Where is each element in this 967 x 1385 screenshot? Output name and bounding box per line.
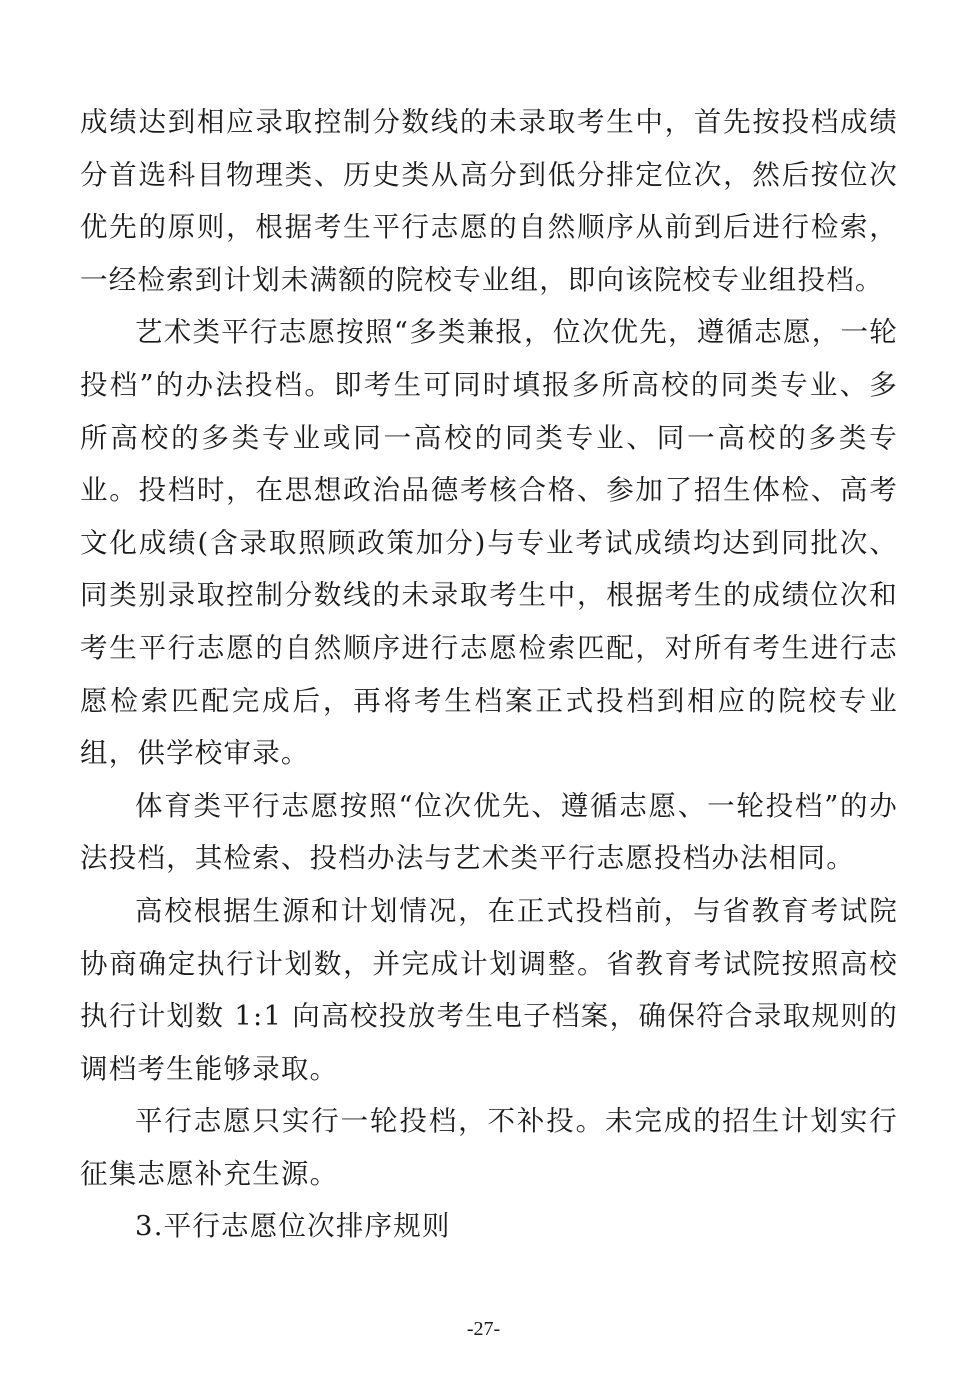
page-number: -27- <box>466 1318 501 1340</box>
paragraph-art-category: 艺术类平行志愿按照“多类兼报，位次优先，遵循志愿，一轮投档”的办法投档。即考生可同时填报多所高校的同类专业、多所高校的多类专业或同一高校的同类专业、同一高校的多类专业。投档时，在思想政治品德考核合格、参加了招生体检、高考文化成绩(含录取照顾政策加分)与专业考试成绩均达到同批次、同类别录取控制分数线的未录取考生中，根据考生的成绩位次和考生平行志愿的自然顺序进行志愿检索匹配，对所有考生进行志愿检索匹配完成后，再将考生档案正式投档到相应的院校专业组，供学校审录。 <box>80 316 898 770</box>
paragraph-sports-category: 体育类平行志愿按照“位次优先、遵循志愿、一轮投档”的办法投档，其检索、投档办法与艺术类平行志愿投档办法相同。 <box>80 789 898 875</box>
paragraph-1: 成绩达到相应录取控制分数线的未录取考生中，首先按投档成绩分首选科目物理类、历史类从高分到低分排定位次，然后按位次优先的原则，根据考生平行志愿的自然顺序从前到后进行检索，一经检索到计划未满额的院校专业组，即向该院校专业组投档。 <box>80 106 898 296</box>
document-body <box>80 96 898 1253</box>
section-heading: 3.平行志愿位次排序规则 <box>135 1210 451 1243</box>
paragraph-plan-adjustment: 高校根据生源和计划情况，在正式投档前，与省教育考试院协商确定执行计划数，并完成计划调整。省教育考试院按照高校执行计划数 1:1 向高校投放考生电子档案，确保符合录取规则的调档考生能够录取。 <box>80 894 898 1085</box>
paragraph-single-round: 平行志愿只实行一轮投档，不补投。未完成的招生计划实行征集志愿补充生源。 <box>80 1105 898 1190</box>
